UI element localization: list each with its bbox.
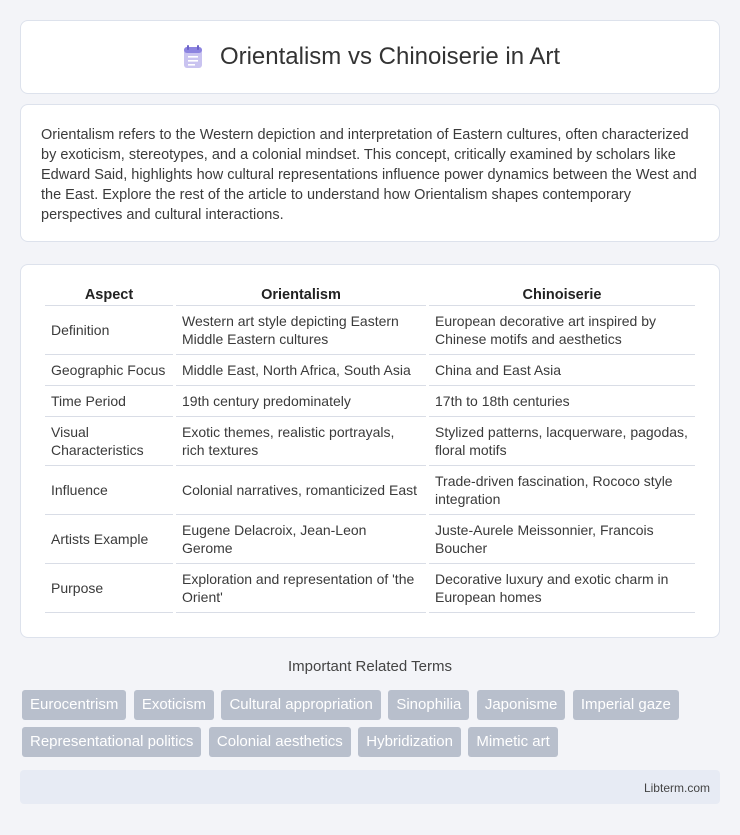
table-row (45, 564, 695, 613)
table-cell: Juste-Aurele Meissonnier, Francois Boucher (429, 515, 695, 564)
table-cell: Eugene Delacroix, Jean-Leon Gerome (176, 515, 426, 564)
tag-japonisme[interactable]: Japonisme (477, 690, 566, 720)
table-header-row (45, 281, 695, 306)
table-cell: Artists Example (45, 515, 173, 564)
tag-eurocentrism[interactable]: Eurocentrism (22, 690, 126, 720)
tag-imperial-gaze[interactable]: Imperial gaze (573, 690, 679, 720)
table-cell: Western art style depicting Eastern Middle Eastern cultures (176, 306, 426, 355)
document-icon (180, 44, 206, 70)
tag-hybridization[interactable]: Hybridization (358, 727, 461, 757)
table-row (45, 417, 695, 466)
header-card (20, 20, 720, 94)
column-header: Orientalism (176, 281, 426, 306)
table-cell: European decorative art inspired by Chinese motifs and aesthetics (429, 306, 695, 355)
table-cell: Stylized patterns, lacquerware, pagodas, floral motifs (429, 417, 695, 466)
table-cell: 17th to 18th centuries (429, 386, 695, 417)
page-title: Orientalism vs Chinoiserie in Art (219, 43, 561, 70)
tag-mimetic-art[interactable]: Mimetic art (468, 727, 557, 757)
comparison-table-card (20, 264, 720, 638)
table-cell: Exotic themes, realistic portrayals, rich textures (176, 417, 426, 466)
tag-exoticism[interactable]: Exoticism (134, 690, 214, 720)
table-cell: Influence (45, 466, 173, 515)
table-row (45, 466, 695, 515)
table-row (45, 515, 695, 564)
table-cell: Middle East, North Africa, South Asia (176, 355, 426, 386)
table-cell: Trade-driven fascination, Rococo style integration (429, 466, 695, 515)
footer (20, 770, 720, 804)
table-cell: Decorative luxury and exotic charm in European homes (429, 564, 695, 613)
intro-card (20, 104, 720, 242)
tag-cultural-appropriation[interactable]: Cultural appropriation (221, 690, 380, 720)
table-row (45, 355, 695, 386)
related-terms-list (22, 690, 722, 764)
related-terms-title: Important Related Terms (288, 658, 452, 675)
table-row (45, 386, 695, 417)
table-cell: China and East Asia (429, 355, 695, 386)
column-header: Aspect (45, 281, 173, 306)
table-cell: Visual Characteristics (45, 417, 173, 466)
table-cell: Time Period (45, 386, 173, 417)
comparison-table (42, 281, 698, 613)
table-cell: 19th century predominately (176, 386, 426, 417)
tag-sinophilia[interactable]: Sinophilia (388, 690, 469, 720)
table-cell: Geographic Focus (45, 355, 173, 386)
table-cell: Colonial narratives, romanticized East (176, 466, 426, 515)
table-cell: Purpose (45, 564, 173, 613)
column-header: Chinoiserie (429, 281, 695, 306)
table-cell: Exploration and representation of 'the Orient' (176, 564, 426, 613)
tag-colonial-aesthetics[interactable]: Colonial aesthetics (209, 727, 351, 757)
tag-representational-politics[interactable]: Representational politics (22, 727, 201, 757)
table-row (45, 306, 695, 355)
footer-site-link[interactable]: Libterm.com (643, 781, 710, 795)
table-cell: Definition (45, 306, 173, 355)
intro-text: Orientalism refers to the Western depiction and interpretation of Eastern cultures, often characterized by exoticism, stereotypes, and a colonial mindset. This concept, critically examined by scholars like Edward Said, highlights how cultural representations influence power dynamics between the West and the East. Explore the rest of the article to understand how Orientalism shapes contemporary perspectives and cultural interactions. (41, 127, 697, 223)
